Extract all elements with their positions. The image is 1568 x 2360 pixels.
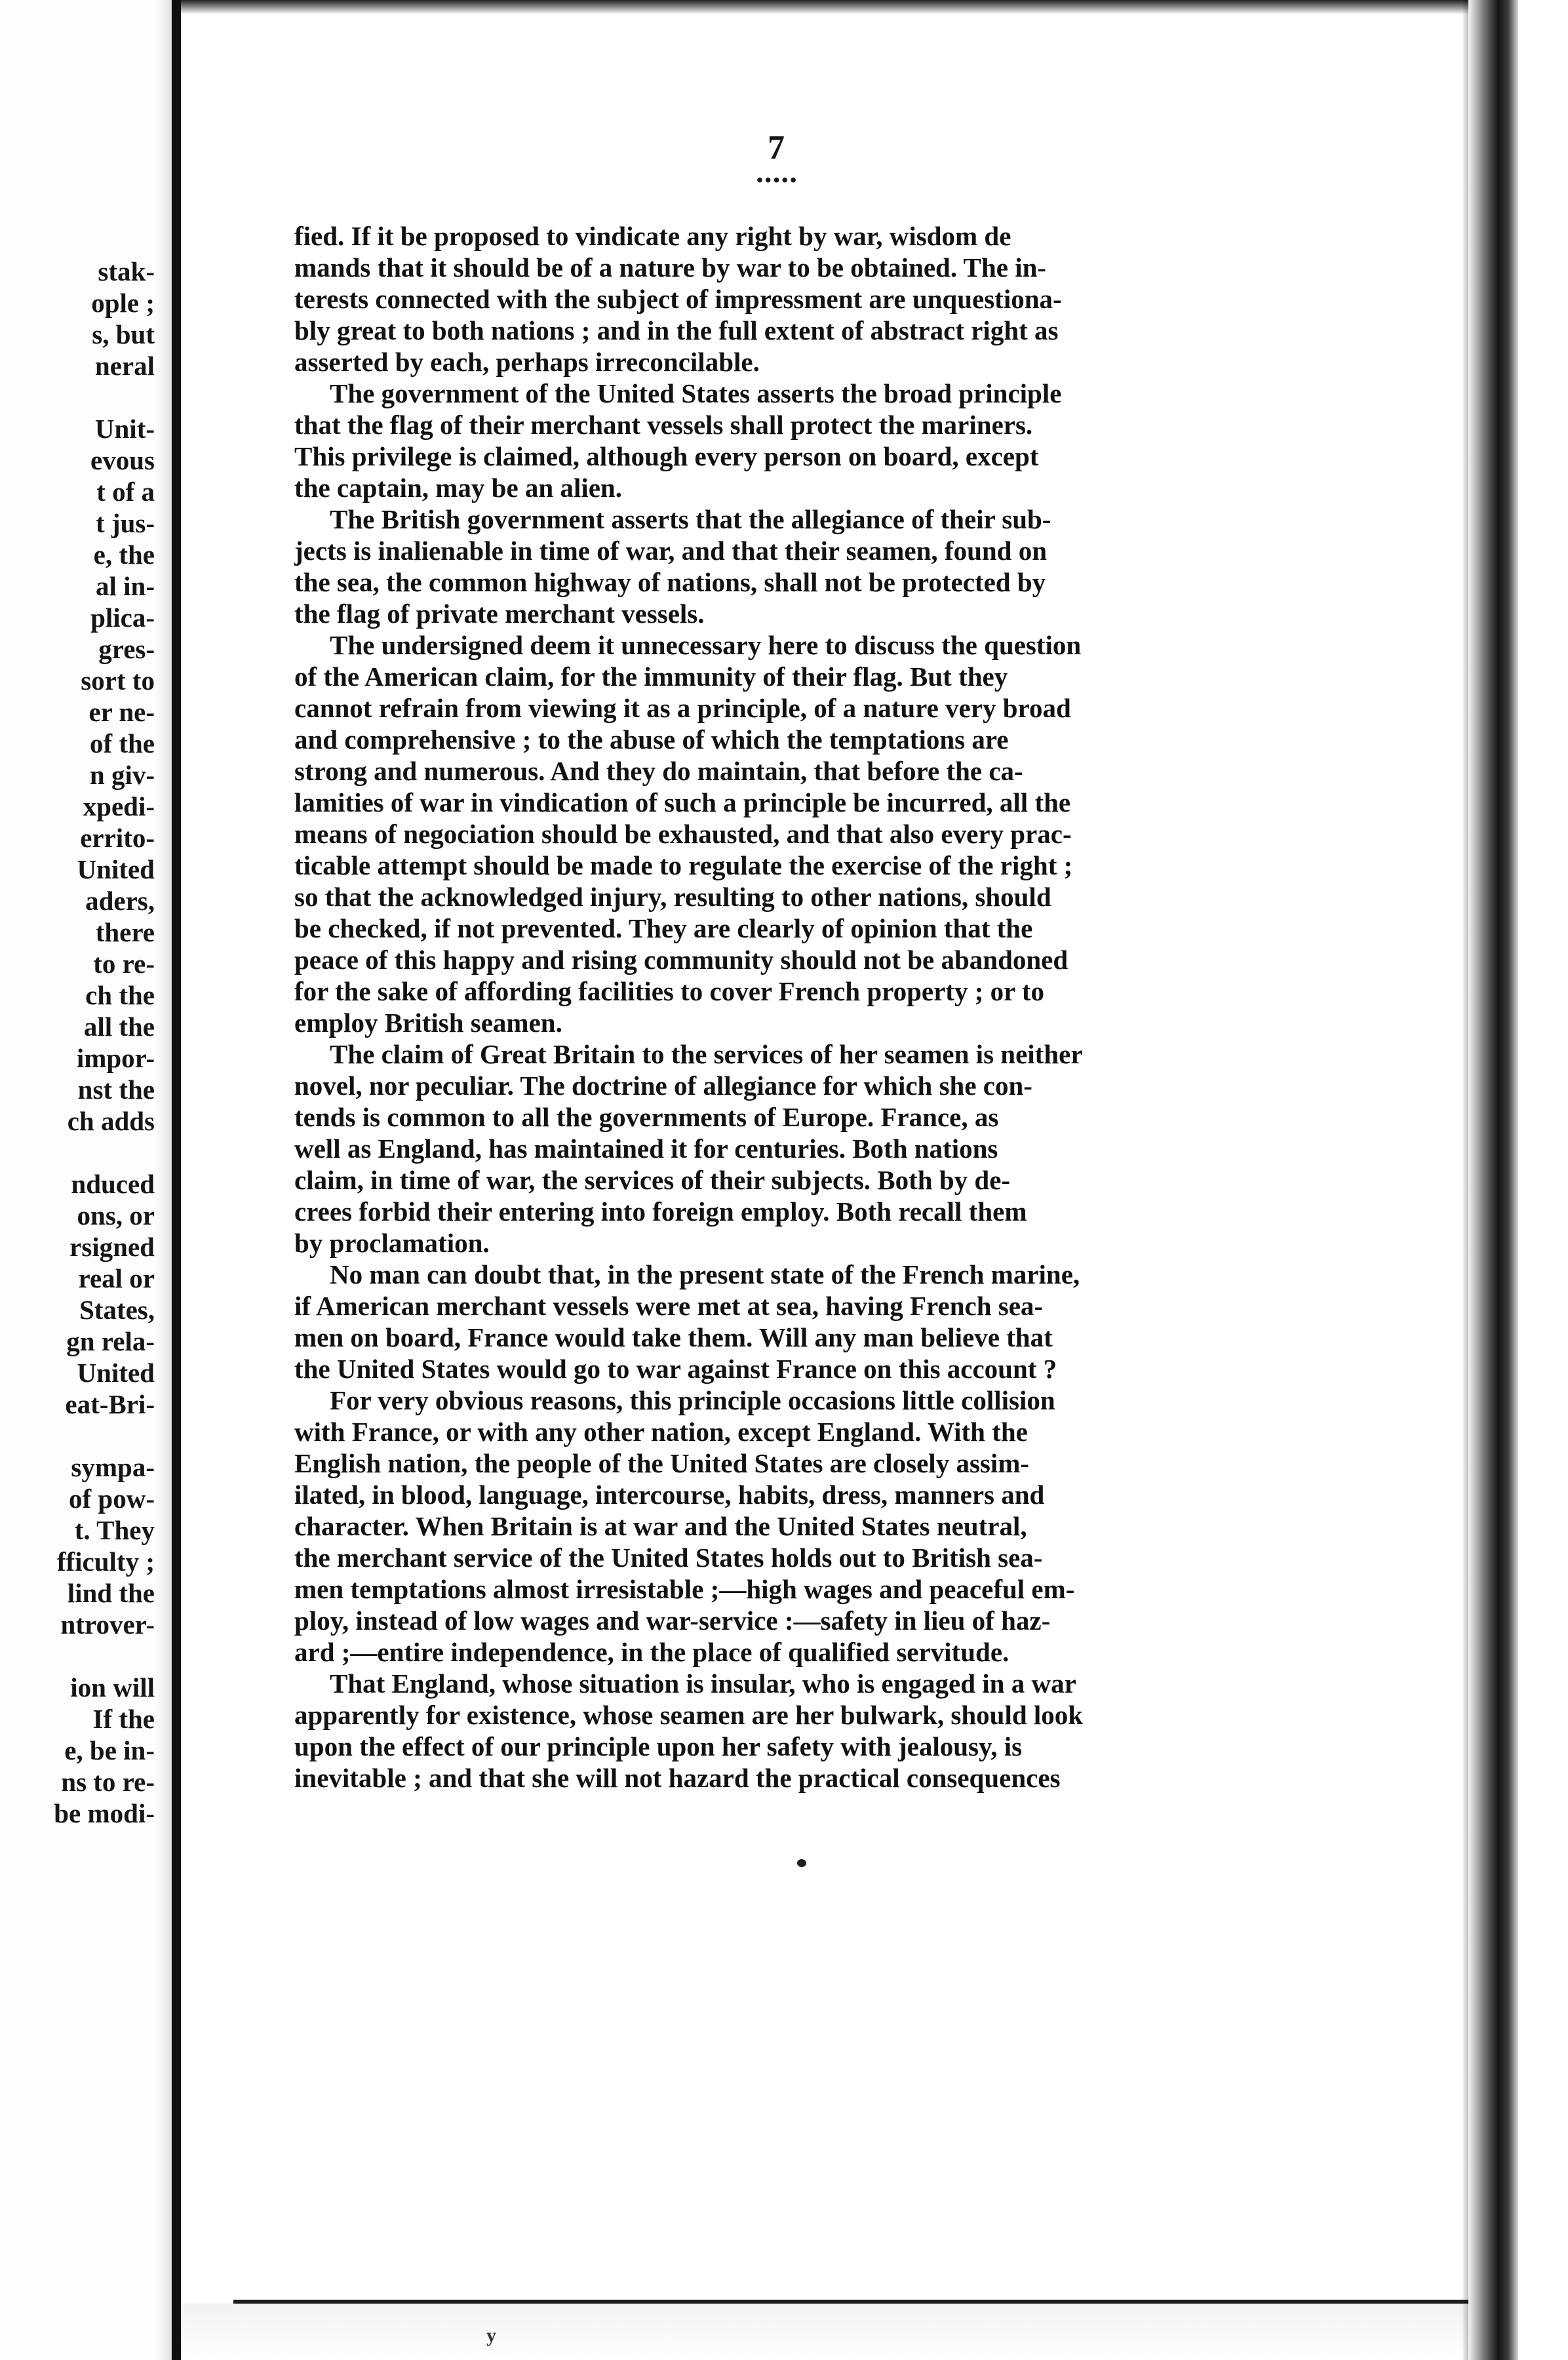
text-line: with France, or with any other nation, except England. With the [294, 1417, 1028, 1447]
right-edge-shadow [1462, 0, 1468, 2360]
text-line: the merchant service of the United States holds out to British sea- [294, 1543, 1043, 1573]
fragment-line: plica- [90, 602, 155, 633]
text-line: lamities of war in vindication of such a principle be incurred, all the [294, 787, 1071, 817]
text-line: well as England, has maintained it for centuries. Both nations [294, 1133, 998, 1164]
text-line: jects is inalienable in time of war, and that their seamen, found on [294, 536, 1048, 566]
text-line: peace of this happy and rising community should not be abandoned [294, 945, 1068, 975]
current-page [181, 0, 1518, 2360]
fragment-line: Unit- [94, 414, 155, 444]
text-line: strong and numerous. And they do maintain, that before the ca- [294, 756, 1023, 786]
text-line: men temptations almost irresistable ;—high wages and peaceful em- [294, 1574, 1075, 1604]
text-line: For very obvious reasons, this principle occasions little collision [330, 1385, 1055, 1415]
fragment-line: If the [92, 1704, 155, 1734]
fragment-line: s, but [92, 319, 155, 349]
text-line: be checked, if not prevented. They are clearly of opinion that the [294, 913, 1033, 943]
binding-edge [172, 0, 181, 2360]
text-line: means of negociation should be exhausted, and that also every prac- [294, 819, 1072, 849]
text-line: fied. If it be proposed to vindicate any right by war, wisdom de [294, 221, 1011, 251]
text-line: apparently for existence, whose seamen are her bulwark, should look [294, 1700, 1084, 1730]
text-line: character. When Britain is at war and the United States neutral, [294, 1511, 1027, 1541]
fragment-line: sympa- [71, 1452, 155, 1482]
fragment-line: all the [83, 1012, 155, 1042]
text-line: claim, in time of war, the services of their subjects. Both by de- [294, 1165, 1011, 1195]
fragment-line: ns to re- [61, 1767, 155, 1797]
fragment-line: to re- [93, 949, 155, 979]
fragment-line: er ne- [88, 697, 155, 727]
text-line: the flag of private merchant vessels. [294, 599, 705, 629]
fragment-line: neral [94, 351, 155, 381]
text-line: inevitable ; and that she will not hazard the practical consequences [294, 1763, 1061, 1793]
fragment-line: t. They [74, 1515, 155, 1545]
right-page-edge [1468, 0, 1518, 2360]
top-scan-shadow [181, 0, 1518, 14]
fragment-line: t jus- [96, 508, 155, 538]
text-line: by proclamation. [294, 1228, 490, 1258]
fragment-line: errito- [80, 823, 155, 853]
text-line: crees forbid their entering into foreign employ. Both recall them [294, 1196, 1027, 1227]
fragment-line: stak- [98, 256, 155, 286]
fragment-line: nduced [71, 1169, 155, 1199]
text-line: that the flag of their merchant vessels shall protect the mariners. [294, 410, 1033, 440]
text-line: No man can doubt that, in the present state of the French marine, [330, 1259, 1080, 1289]
text-line: English nation, the people of the United States are closely assim- [294, 1448, 1030, 1478]
text-line: bly great to both nations ; and in the full extent of abstract right as [294, 315, 1059, 345]
text-line: the United States would go to war against France on this account ? [294, 1354, 1057, 1384]
text-line: The government of the United States asserts the broad principle [330, 378, 1062, 408]
fragment-line: be modi- [54, 1798, 155, 1828]
fragment-line: United [77, 854, 155, 884]
fragment-line: gn rela- [66, 1326, 155, 1356]
fragment-line: t of a [96, 477, 155, 507]
fragment-line: States, [79, 1295, 155, 1325]
fragment-line: ch the [85, 980, 155, 1010]
fragment-line: evous [90, 445, 155, 475]
text-line: mands that it should be of a nature by war to be obtained. The in- [294, 252, 1047, 283]
text-line: employ British seamen. [294, 1008, 562, 1038]
fragment-line: eat-Bri- [65, 1389, 155, 1419]
page-number-ornament: ••••• [756, 170, 798, 191]
footer-mark: y [486, 2325, 496, 2346]
text-line: asserted by each, perhaps irreconcilable. [294, 347, 760, 377]
text-line: if American merchant vessels were met at sea, having French sea- [294, 1291, 1044, 1321]
fragment-line: e, be in- [64, 1735, 155, 1765]
text-line: men on board, France would take them. Will any man believe that [294, 1322, 1053, 1352]
text-line: so that the acknowledged injury, resulting to other nations, should [294, 882, 1051, 912]
fragment-line: sort to [81, 665, 155, 696]
fragment-line: lind the [67, 1578, 155, 1608]
text-line: cannot refrain from viewing it as a principle, of a nature very broad [294, 693, 1071, 723]
text-line: novel, nor peculiar. The doctrine of allegiance for which she con- [294, 1071, 1032, 1101]
text-line: ard ;—entire independence, in the place of qualified servitude. [294, 1637, 1009, 1667]
text-line: ilated, in blood, language, intercourse, habits, dress, manners and [294, 1480, 1045, 1510]
fragment-line: ople ; [91, 288, 155, 318]
text-line: of the American claim, for the immunity of their flag. But they [294, 661, 1008, 692]
ink-spot [797, 1859, 806, 1867]
text-line: That England, whose situation is insular, who is engaged in a war [330, 1668, 1076, 1699]
previous-page-fragment [0, 0, 172, 2360]
text-line: ploy, instead of low wages and war-service :—safety in lieu of haz- [294, 1605, 1051, 1636]
fragment-line: ch adds [67, 1106, 155, 1136]
fragment-line: nst the [77, 1074, 155, 1105]
text-line: and comprehensive ; to the abuse of which the temptations are [294, 724, 1009, 755]
text-line: the sea, the common highway of nations, shall not be protected by [294, 567, 1046, 597]
text-line: This privilege is claimed, although every person on board, except [294, 441, 1039, 471]
fragment-line: there [95, 917, 155, 947]
fragment-line: United [77, 1358, 155, 1388]
fragment-line: ntrover- [60, 1609, 155, 1640]
text-line: for the sake of affording facilities to cover French property ; or to [294, 976, 1044, 1006]
fragment-line: impor- [76, 1043, 155, 1073]
text-line: The undersigned deem it unnecessary here to discuss the question [330, 630, 1082, 660]
fragment-line: e, the [93, 540, 155, 570]
fragment-line: aders, [85, 886, 155, 916]
fragment-line: xpedi- [83, 791, 155, 821]
page-number: 7 [768, 129, 785, 167]
fragment-line: ion will [70, 1672, 155, 1702]
text-line: terests connected with the subject of impressment are unquestiona- [294, 284, 1062, 314]
fragment-line: n giv- [89, 760, 155, 790]
fragment-line: real or [78, 1263, 155, 1293]
text-line: The claim of Great Britain to the services of her seamen is neither [330, 1039, 1083, 1069]
text-line: The British government asserts that the allegiance of their sub- [330, 504, 1051, 534]
text-line: tends is common to all the governments of Europe. France, as [294, 1102, 999, 1132]
fragment-line: al in- [96, 571, 155, 601]
text-line: upon the effect of our principle upon her safety with jealousy, is [294, 1731, 1023, 1761]
fragment-line: fficulty ; [56, 1546, 155, 1577]
fragment-line: gres- [98, 634, 155, 664]
text-line: ticable attempt should be made to regulate the exercise of the right ; [294, 850, 1073, 880]
fragment-line: ons, or [77, 1200, 155, 1230]
fragment-line: of pow- [69, 1484, 155, 1514]
bottom-scan-margin [181, 2304, 1518, 2360]
fragment-line: of the [89, 728, 155, 758]
fragment-line: rsigned [69, 1232, 155, 1262]
text-line: the captain, may be an alien. [294, 473, 622, 503]
